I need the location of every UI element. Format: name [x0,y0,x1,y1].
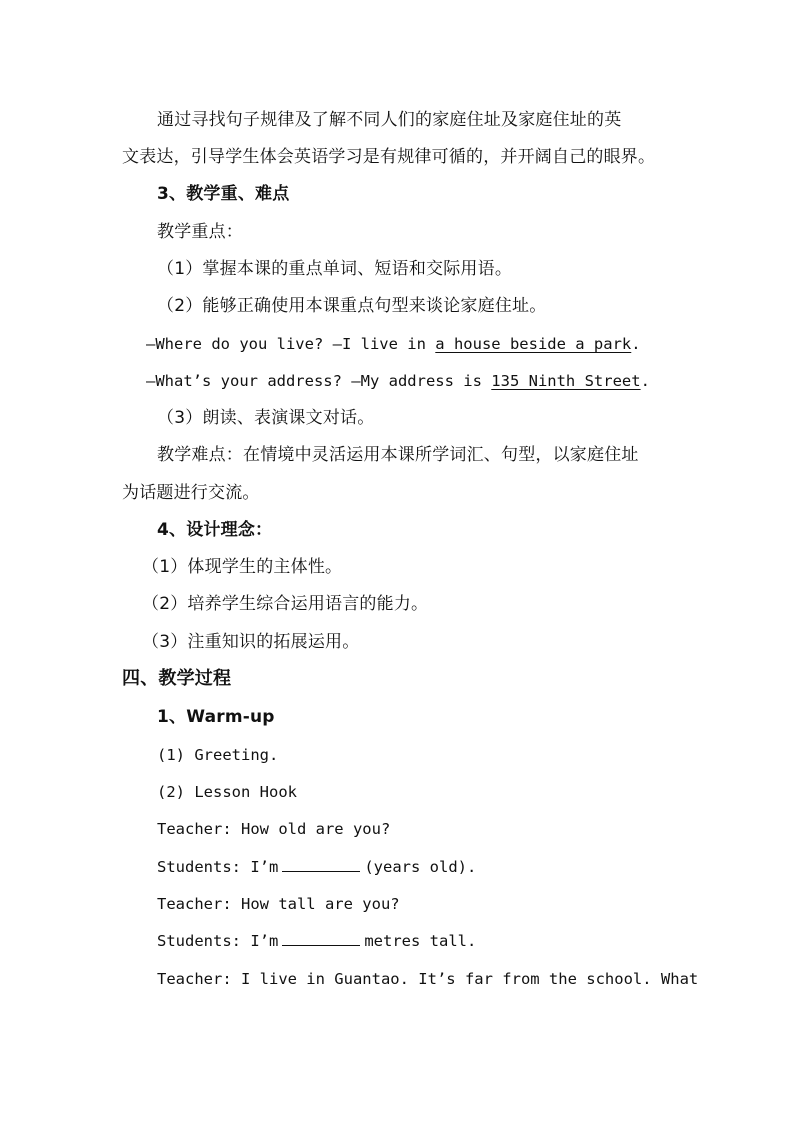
dialogue-line [157,855,476,879]
paragraph-line: 文表达，引导学生体会英语学习是有规律可循的，并开阔自己的眼界。 [122,147,656,167]
paragraph-line: 为话题进行交流。 [122,483,260,503]
example-sentence [146,369,650,393]
dialogue-line: Teacher: I live in Guantao. It’s far from the school. What [157,970,699,988]
paragraph-line: 教学难点：在情境中灵活运用本课所学词汇、句型，以家庭住址 [157,445,639,465]
chapter-heading: 四、教学过程 [122,668,232,689]
dialogue-text: Students: I’m [157,858,279,876]
sentence-end: . [631,335,641,353]
dialogue-line [157,929,476,953]
fill-blank [282,855,360,872]
list-item: （2）培养学生综合运用语言的能力。 [142,594,429,614]
dialogue-line: Teacher: How tall are you? [157,895,400,913]
section-heading: 1、Warm-up [157,707,275,727]
underlined-phrase: 135 Ninth Street [491,372,641,390]
paragraph-line: 通过寻找句子规律及了解不同人们的家庭住址及家庭住址的英 [157,110,622,130]
list-item: (1) Greeting. [157,746,279,764]
list-item: （1）掌握本课的重点单词、短语和交际用语。 [157,259,513,279]
list-item: （3）朗读、表演课文对话。 [157,408,375,428]
sentence-text: —Where do you live? —I live in [146,335,436,353]
dialogue-line: Teacher: How old are you? [157,820,391,838]
list-item: （3）注重知识的拓展运用。 [142,632,360,652]
sentence-end: . [640,372,650,390]
list-item: （2）能够正确使用本课重点句型来谈论家庭住址。 [157,296,547,316]
section-heading: 3、教学重、难点 [157,184,290,204]
paragraph-line: 教学重点： [157,222,243,242]
section-heading: 4、设计理念： [157,520,273,540]
list-item: （1）体现学生的主体性。 [142,557,343,577]
fill-blank [282,929,360,946]
sentence-text: —What’s your address? —My address is [146,372,492,390]
underlined-phrase: a house beside a park [435,335,632,353]
list-item: (2) Lesson Hook [157,783,297,801]
example-sentence [146,332,641,356]
dialogue-text: Students: I’m [157,932,279,950]
dialogue-text: metres tall. [364,932,477,950]
dialogue-text: (years old). [364,858,477,876]
